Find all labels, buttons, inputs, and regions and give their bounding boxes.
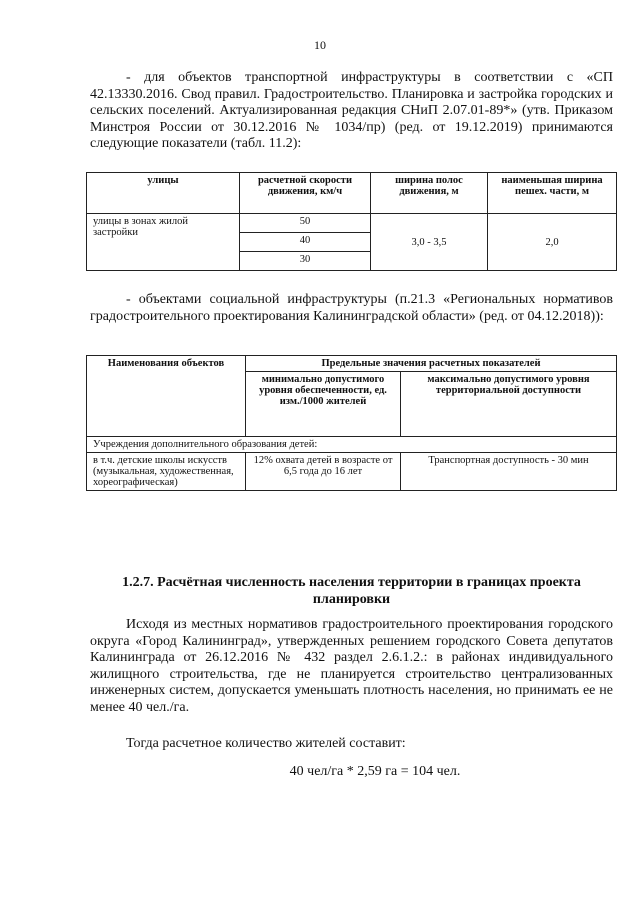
header-streets: улицы (87, 173, 240, 214)
paragraph-density: Исходя из местных нормативов градостроительного проектирования городского округа «Город Калининград», утвержденных решением городского Совета депутатов Калининграда от 26.12.2016 № 432 раздел 2.6.1.2.: в районах индивидуального жилищного строительства, где не планируется строительство централизованных инженерных систем, допускается уменьшать плотность населения, но принимать ее не менее 40 чел./га. (90, 617, 613, 715)
cell-max-value: Транспортная доступность - 30 мин (401, 453, 617, 491)
table-header-row (87, 356, 617, 372)
cell-lane-width: 3,0 - 3,5 (371, 214, 488, 271)
paragraph-transport: - для объектов транспортной инфраструктуры в соответствии с «СП 42.13330.2016. Свод правил. Градостроительство. Планировка и застройка городских и сельских поселений. Актуализированная редакция СНиП 2.07.01-89*» (утв. Приказом Минстроя России от 30.12.2016 № 1034/пр) (ред. от 19.12.2019) принимаются следующие показатели (табл. 11.2): (90, 70, 613, 151)
paragraph-calculation: Тогда расчетное количество жителей составит: (126, 736, 406, 751)
header-lane-width: ширина полос движения, м (371, 173, 488, 214)
table-section-row (87, 437, 617, 453)
section-heading: 1.2.7. Расчётная численность населения территории в границах проекта планировки (122, 575, 581, 607)
header-pedestrian-width: наименьшая ширина пешех. части, м (488, 173, 617, 214)
cell-speed: 40 (240, 233, 371, 252)
cell-pedestrian-width: 2,0 (488, 214, 617, 271)
paragraph-social: - объектами социальной инфраструктуры (п.21.3 «Региональных нормативов градостроительного проектирования Калининградской области» (ред. от 04.12.2018)): (90, 292, 613, 324)
header-speed: расчетной скорости движения, км/ч (240, 173, 371, 214)
table-header-row (87, 173, 617, 214)
cell-section: Учреждения дополнительного образования детей: (87, 437, 617, 453)
page-number: 10 (314, 38, 326, 52)
cell-speed: 50 (240, 214, 371, 233)
cell-speed: 30 (240, 252, 371, 271)
table-street-parameters (86, 172, 617, 271)
formula: 40 чел/га * 2,59 га = 104 чел. (289, 764, 461, 779)
header-min-level: минимально допустимого уровня обеспеченности, ед. изм./1000 жителей (246, 372, 401, 437)
table-row (87, 453, 617, 491)
header-objects: Наименования объектов (87, 356, 246, 437)
cell-object-name: в т.ч. детские школы искусств (музыкальная, художественная, хореографическая) (87, 453, 246, 491)
table-row (87, 214, 617, 233)
cell-min-value: 12% охвата детей в возрасте от 6,5 года до 16 лет (246, 453, 401, 491)
header-limits: Предельные значения расчетных показателей (246, 356, 617, 372)
cell-street-type: улицы в зонах жилой застройки (87, 214, 240, 271)
header-max-level: максимально допустимого уровня территориальной доступности (401, 372, 617, 437)
table-social-limits (86, 355, 617, 491)
